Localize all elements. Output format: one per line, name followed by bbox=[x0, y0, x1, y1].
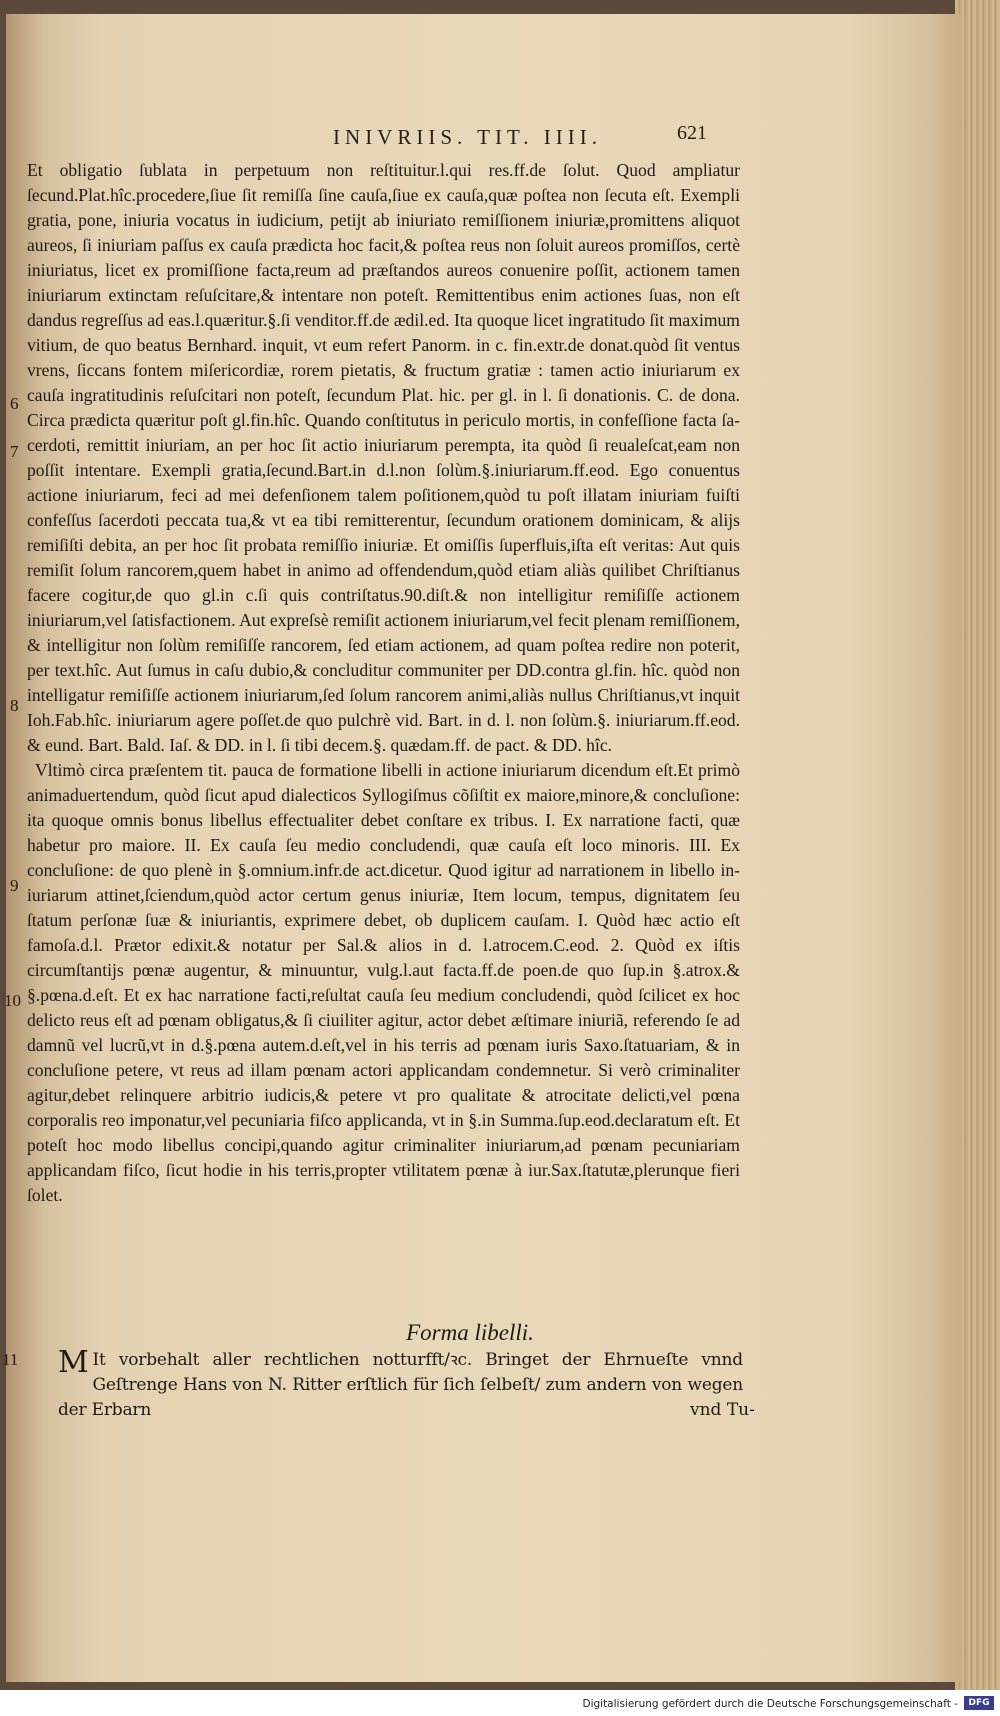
footer-credit: Digitalisierung gefördert durch die Deutsche Forschungsgemeinschaft - bbox=[582, 1698, 958, 1710]
margin-number: 11 bbox=[2, 1350, 19, 1369]
dfg-logo: DFG bbox=[964, 1696, 994, 1710]
margin-numbers bbox=[0, 0, 24, 1690]
fraktur-paragraph bbox=[58, 1345, 743, 1423]
margin-number: 8 bbox=[10, 696, 19, 715]
fraktur-text: It vorbehalt aller rechtlichen notturfft/ꝛc. Bringet der Ehrnueſte vnnd Geſtrenge Hans von N. Ritter erſtlich für ſich ſelbeſt/ zum andern von wegen der Erbarn bbox=[58, 1350, 743, 1420]
running-title: INIVRIIS. TIT. IIII. bbox=[333, 125, 602, 149]
paragraph: Et obligatio ſublata in perpetuum non reſtituitur.l.qui res.ff.de ſolut. Quod ampliatur ſecund.Plat.hîc.procedere,ſiue ſit remiſſa ſine cauſa,ſiue ex cauſa,quæ poſtea non ſecuta eſt. Exempli gratia, pone, iniuria vocatus in iudicium, petijt ab iniuriato remiſſionem iniuriæ,promittens aliquot aureos, ſi iniuriam paſſus ex cauſa prædicta hoc facit,& poſtea reus non ſoluit aureos promiſſos, certè iniuriatus, licet ex promiſſione facta,reum ad præſtandos aureos conuenire poſſit, actionem tamen iniuriarum extinctam reſuſcitare,& intentare non poteſt. Remittentibus enim actiones ſuas, non eſt dandus regreſſus ad eas.l.quæritur.§.ſi venditor.ff.de ædil.ed. Ita quoque licet ingratitudo ſit maximum vitium, de quo beatus Bernhard. inquit, vt eum refert Panorm. in c. fin.extr.de donat.quòd ſit ventus vrens, ſiccans fontem miſericordiæ, rorem pietatis, & fructum gratiæ : tamen actio iniuriarum ex cauſa ingratitudinis reſuſcitari non poteſt, ſecundum Plat. hic. per gl. in l. ſi donationis. C. de dona. Circa prædicta quæritur poſt gl.fin.hîc. Quando conſtitutus in periculo mortis, in confeſſione facta ſacerdoti, remittit iniuriam, an per hoc ſit actio iniuriarum perempta, ita quòd ſi reualeſcat,eam non poſſit intentare. Exempli gratia,ſecund.Bart.in d.l.non ſolùm.§.iniuriarum.ff.eod. Ego conuentus actione iniuriarum, feci ad mei defenſionem talem poſitionem,quòd tu poſt illatam iniuriam fuiſti confeſſus ſacerdoti peccata tua,& vt ea tibi remitterentur, ſecundum orationem dominicam, & alijs remiſiſti debita, an per hoc ſit probata remiſſio iniuriæ. Et omiſſis ſuperfluis,iſta eſt veritas: Aut quis remiſit ſolum rancorem,quem habet in animo ad offendendum,quòd etiam aliàs quilibet Chriſtianus facere cogitur,de quo gl.in c.ſi quis contriſtatus.90.diſt.& non intelligitur remiſiſſe actionem iniuriarum,vel ſatisfactionem. Aut expreſsè remiſit actionem iniuriarum,vel fecit plenam remiſſionem, & intelligitur non ſolùm remiſiſſe rancorem, ſed etiam actionem, ad quam poſtea redire non poterit, per text.hîc. Aut ſumus in caſu dubio,& concluditur communiter per DD.contra gl.fin. hîc. quòd non intelligatur remiſiſſe actionem iniuriarum,ſed ſolum rancorem animi,aliàs nullus Chriſtianus,vt inquit Ioh.Fab.hîc. iniuriarum agere poſſet.de quo pulchrè vid. Bart. in d. l. non ſolùm.§. iniuriarum.ff.eod. & eund. Bart. Bald. Iaſ. & DD. in l. ſi tibi decem.§. quædam.ff. de pact. & DD. hîc. bbox=[27, 160, 740, 755]
paragraph: Vltimò circa præſentem tit. pauca de formatione libelli in actione iniuriarum dicendum eſt.Et primò animaduertendum, quòd ſicut apud dialecticos Syllogiſmus cõſiſtit ex maiore,minore,& concluſione: ita quoque omnis bonus libellus effectualiter debet conſtare ex tribus. I. Ex narratione facti, quæ habetur pro maiore. II. Ex cauſa ſeu medio concludendi, quæ cauſa eſt loco minoris. III. Ex concluſione: de quo plenè in §.omnium.infr.de act.dicetur. Quod igitur ad narrationem in libello iniuriarum attinet,ſciendum,quòd actor certum genus iniuriæ, Item locum, tempus, dignitatem ſeu ſtatum perſonæ ſuæ & iniuriantis, exprimere debet, ob duplicem cauſam. I. Quòd hæc actio eſt famoſa.d.l. Prætor edixit.& notatur per Sal.& alios in d. l.atrocem.C.eod. 2. Quòd ex iſtis circumſtantijs pœnæ augentur, & minuuntur, vulg.l.aut facta.ff.de poen.de quo ſup.in §.atrox.& §.pœna.d.eſt. Et ex hac narratione facti,reſultat cauſa ſeu medium concludendi, quòd ſcilicet ex hoc delicto reus eſt ad pœnam obligatus,& ſi ciuiliter agitur, actor debet æſtimare iniuriã, referendo ſe ad damnũ vel lucrũ,vt in d.§.pœna autem.d.eſt,vel in his terris ad pœnam iuris Saxo.ſtatuariam, & in concluſione petere, vt reus ad illam pœnam actori applicandam condemnetur. Si verò criminaliter agitur,debet relinquere arbitrio iudicis,& petere vt pro qualitate & atrocitate delicti,vel pœna corporalis reo imponatur,vel pecuniaria fiſco applicanda, vt in §.in Summa.ſup.eod.declaratum eſt. Et poteſt hoc modo libellus concipi,quando agitur criminaliter iniuriarum,ad pœnam pecuniariam applicandam fiſco, ſicut hodie in his terris,propter vtilitatem pœnæ à iur.Sax.ſtatutæ,plerunque fieri ſolet. bbox=[27, 760, 740, 1205]
margin-number: 9 bbox=[10, 876, 19, 895]
drop-initial: M bbox=[58, 1345, 89, 1380]
body-text bbox=[27, 158, 740, 1208]
catchword: vnd Tu- bbox=[690, 1400, 755, 1420]
page-number: 621 bbox=[677, 122, 707, 144]
margin-number: 6 bbox=[10, 394, 19, 413]
margin-number: 10 bbox=[4, 991, 21, 1010]
margin-number: 7 bbox=[10, 442, 19, 461]
section-heading: Forma libelli. bbox=[406, 1320, 534, 1345]
